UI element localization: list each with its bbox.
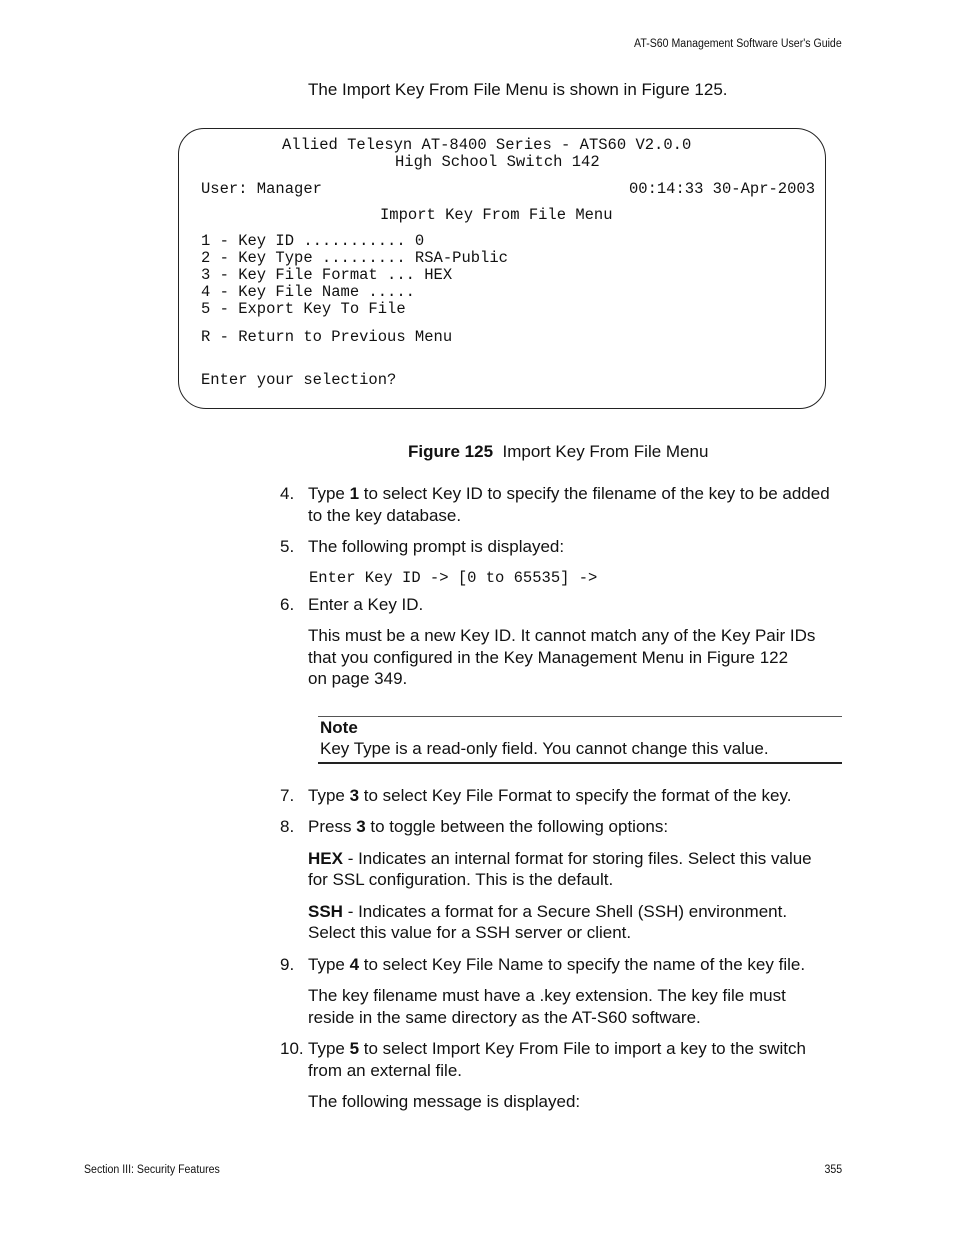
key-id-prompt-code: Enter Key ID -> [0 to 65535] -> xyxy=(309,569,598,587)
step-number: 9. xyxy=(280,955,295,974)
step-7-text: Type 3 to select Key File Format to specify the format of the key. xyxy=(308,786,792,805)
option-hex-line1: HEX - Indicates an internal format for storing files. Select this value xyxy=(308,849,812,868)
note-body: Key Type is a read-only field. You cannot change this value. xyxy=(320,739,769,758)
step-10-line1: Type 5 to select Import Key From File to import a key to the switch xyxy=(308,1039,806,1058)
menu-item-export-key: 5 - Export Key To File xyxy=(201,300,406,318)
menu-item-key-id: 1 - Key ID ........... 0 xyxy=(201,232,425,250)
step-number: 6. xyxy=(280,595,295,614)
step-9-paragraph-line: The key filename must have a .key extension. The key file must xyxy=(308,986,786,1005)
note-bottom-rule xyxy=(318,762,842,764)
terminal-menu-title: Import Key From File Menu xyxy=(380,206,613,224)
option-ssh-line1: SSH - Indicates a format for a Secure Shell (SSH) environment. xyxy=(308,902,788,921)
step-10-line2: from an external file. xyxy=(308,1061,463,1080)
page-number: 355 xyxy=(824,1164,842,1176)
figure-caption-text: Import Key From File Menu xyxy=(502,442,709,461)
option-ssh-line2: Select this value for a SSH server or client. xyxy=(308,923,632,942)
footer-section: Section III: Security Features xyxy=(84,1164,220,1176)
menu-item-key-type: 2 - Key Type ......... RSA-Public xyxy=(201,249,508,267)
step-6-text: Enter a Key ID. xyxy=(308,595,424,614)
terminal-time: 00:14:33 30-Apr-2003 xyxy=(628,180,815,198)
step-4-line1: Type 1 to select Key ID to specify the filename of the key to be added xyxy=(308,484,830,503)
terminal-subtitle-line: High School Switch 142 xyxy=(395,153,600,171)
menu-item-key-file-format: 3 - Key File Format ... HEX xyxy=(201,266,453,284)
step-number: 7. xyxy=(280,786,295,805)
step-6-paragraph-line: that you configured in the Key Management Menu in Figure 122 xyxy=(308,648,789,667)
step-number: 10. xyxy=(280,1039,304,1058)
option-hex-line2: for SSL configuration. This is the default. xyxy=(308,870,614,889)
step-number: 5. xyxy=(280,537,295,556)
step-6-paragraph-line: This must be a new Key ID. It cannot match any of the Key Pair IDs xyxy=(308,626,816,645)
terminal-user: User: Manager xyxy=(201,180,322,198)
terminal-screen xyxy=(178,128,826,409)
menu-item-key-file-name: 4 - Key File Name ..... xyxy=(201,283,415,301)
figure-label: Figure 125 xyxy=(408,442,494,461)
step-5-text: The following prompt is displayed: xyxy=(308,537,565,556)
note-top-rule xyxy=(318,716,842,717)
figure-caption xyxy=(408,442,708,462)
intro-paragraph: The Import Key From File Menu is shown in Figure 125. xyxy=(308,80,728,99)
terminal-title-line: Allied Telesyn AT-8400 Series - ATS60 V2.0.0 xyxy=(282,136,692,154)
step-10-paragraph: The following message is displayed: xyxy=(308,1092,581,1111)
step-number: 8. xyxy=(280,817,295,836)
running-header: AT-S60 Management Software User's Guide xyxy=(634,38,842,50)
step-number: 4. xyxy=(280,484,295,503)
step-8-text: Press 3 to toggle between the following options: xyxy=(308,817,669,836)
terminal-prompt: Enter your selection? xyxy=(201,371,397,389)
step-4-line2: to the key database. xyxy=(308,506,462,525)
step-6-paragraph-line: on page 349. xyxy=(308,669,408,688)
note-title: Note xyxy=(320,718,358,737)
step-9-paragraph-line: reside in the same directory as the AT-S60 software. xyxy=(308,1008,701,1027)
step-9-text: Type 4 to select Key File Name to specify the name of the key file. xyxy=(308,955,806,974)
menu-item-return: R - Return to Previous Menu xyxy=(201,328,453,346)
